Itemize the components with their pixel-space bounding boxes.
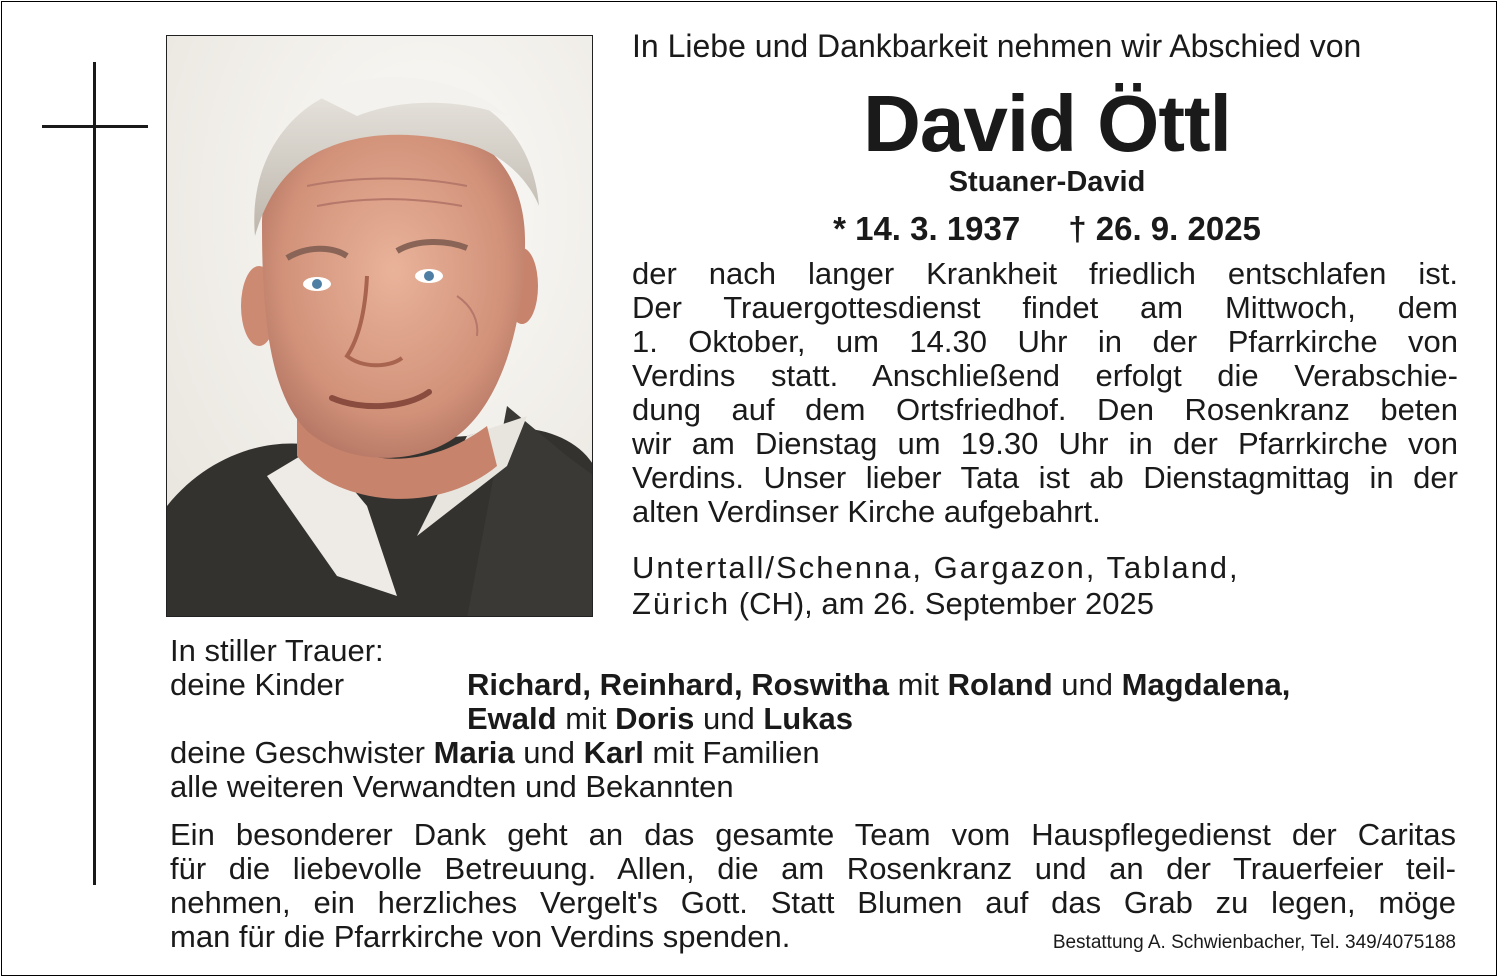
body-line: dung auf dem Ortsfriedhof. Den Rosenkranz beten (632, 392, 1458, 427)
deceased-name: David Öttl (863, 79, 1231, 168)
place-date-line (632, 586, 1240, 622)
mourners-list (170, 634, 1290, 804)
body-line: Verdins statt. Anschließend erfolgt die Verabschie- (632, 358, 1458, 393)
mourners-siblings-row (170, 736, 1290, 770)
connector: und (1052, 667, 1122, 702)
children-label: deine Kinder (170, 667, 345, 702)
partner-name: Roland (947, 667, 1053, 702)
sibling-name: Maria (433, 735, 515, 770)
connector: und (514, 735, 584, 770)
mourners-heading: In stiller Trauer: (170, 633, 384, 668)
body-line: Der Trauergottesdienst findet am Mittwoch, dem (632, 290, 1458, 325)
nickname: Stuaner-David (948, 166, 1146, 198)
body-line: 1. Oktober, um 14.30 Uhr in der Pfarrkirche von (632, 324, 1458, 359)
mourners-children-row (170, 668, 1290, 702)
body-line: der nach langer Krankheit friedlich entschlafen ist. (632, 256, 1458, 291)
children-names: Richard, Reinhard, Roswitha (467, 667, 890, 702)
place-date: (CH), am 26. September 2025 (730, 586, 1154, 621)
life-dates (632, 210, 1462, 248)
siblings-label: deine Geschwister (170, 735, 434, 770)
death-date: † 26. 9. 2025 (1068, 210, 1261, 247)
place-line: Untertall/Schenna, Gargazon, Tabland, (632, 550, 1240, 585)
place-city: Zürich (632, 586, 731, 621)
body-line: Verdins. Unser lieber Tata ist ab Dienstagmittag in der (632, 460, 1458, 495)
undertaker-credit: Bestattung A. Schwienbacher, Tel. 349/4075188 (1052, 932, 1456, 953)
notice-body (632, 257, 1458, 529)
partner-name: Doris (615, 701, 695, 736)
grandchild-name: Lukas (763, 701, 853, 736)
thanks-line: für die liebevolle Betreuung. Allen, die am Rosenkranz und an der Trauerfeier teil- (170, 851, 1456, 886)
connector: mit (556, 701, 616, 736)
body-line: alten Verdinser Kirche aufgebahrt. (632, 494, 1101, 529)
place-and-date (632, 550, 1240, 622)
connector: mit (889, 667, 948, 702)
child-name: Ewald (467, 701, 557, 736)
thanks-line: man für die Pfarrkirche von Verdins spenden. (170, 919, 791, 954)
mourners-others: alle weiteren Verwandten und Bekannten (170, 769, 734, 804)
thanks-line: Ein besonderer Dank geht an das gesamte Team vom Hauspflegedienst der Caritas (170, 817, 1456, 852)
sibling-name: Karl (583, 735, 644, 770)
intro-line: In Liebe und Dankbarkeit nehmen wir Abschied von (632, 28, 1362, 64)
birth-date: * 14. 3. 1937 (833, 210, 1021, 247)
siblings-suffix: mit Familien (643, 735, 820, 770)
cross-icon (93, 62, 96, 885)
connector: und (694, 701, 764, 736)
thanks-line: nehmen, ein herzliches Vergelt's Gott. Statt Blumen auf das Grab zu legen, möge (170, 885, 1456, 920)
portrait-photo (166, 35, 593, 617)
child-name: Magdalena, (1121, 667, 1291, 702)
cross-icon-bar (42, 125, 148, 128)
body-line: wir am Dienstag um 19.30 Uhr in der Pfarrkirche von (632, 426, 1458, 461)
mourners-children-row-2 (170, 702, 1290, 736)
